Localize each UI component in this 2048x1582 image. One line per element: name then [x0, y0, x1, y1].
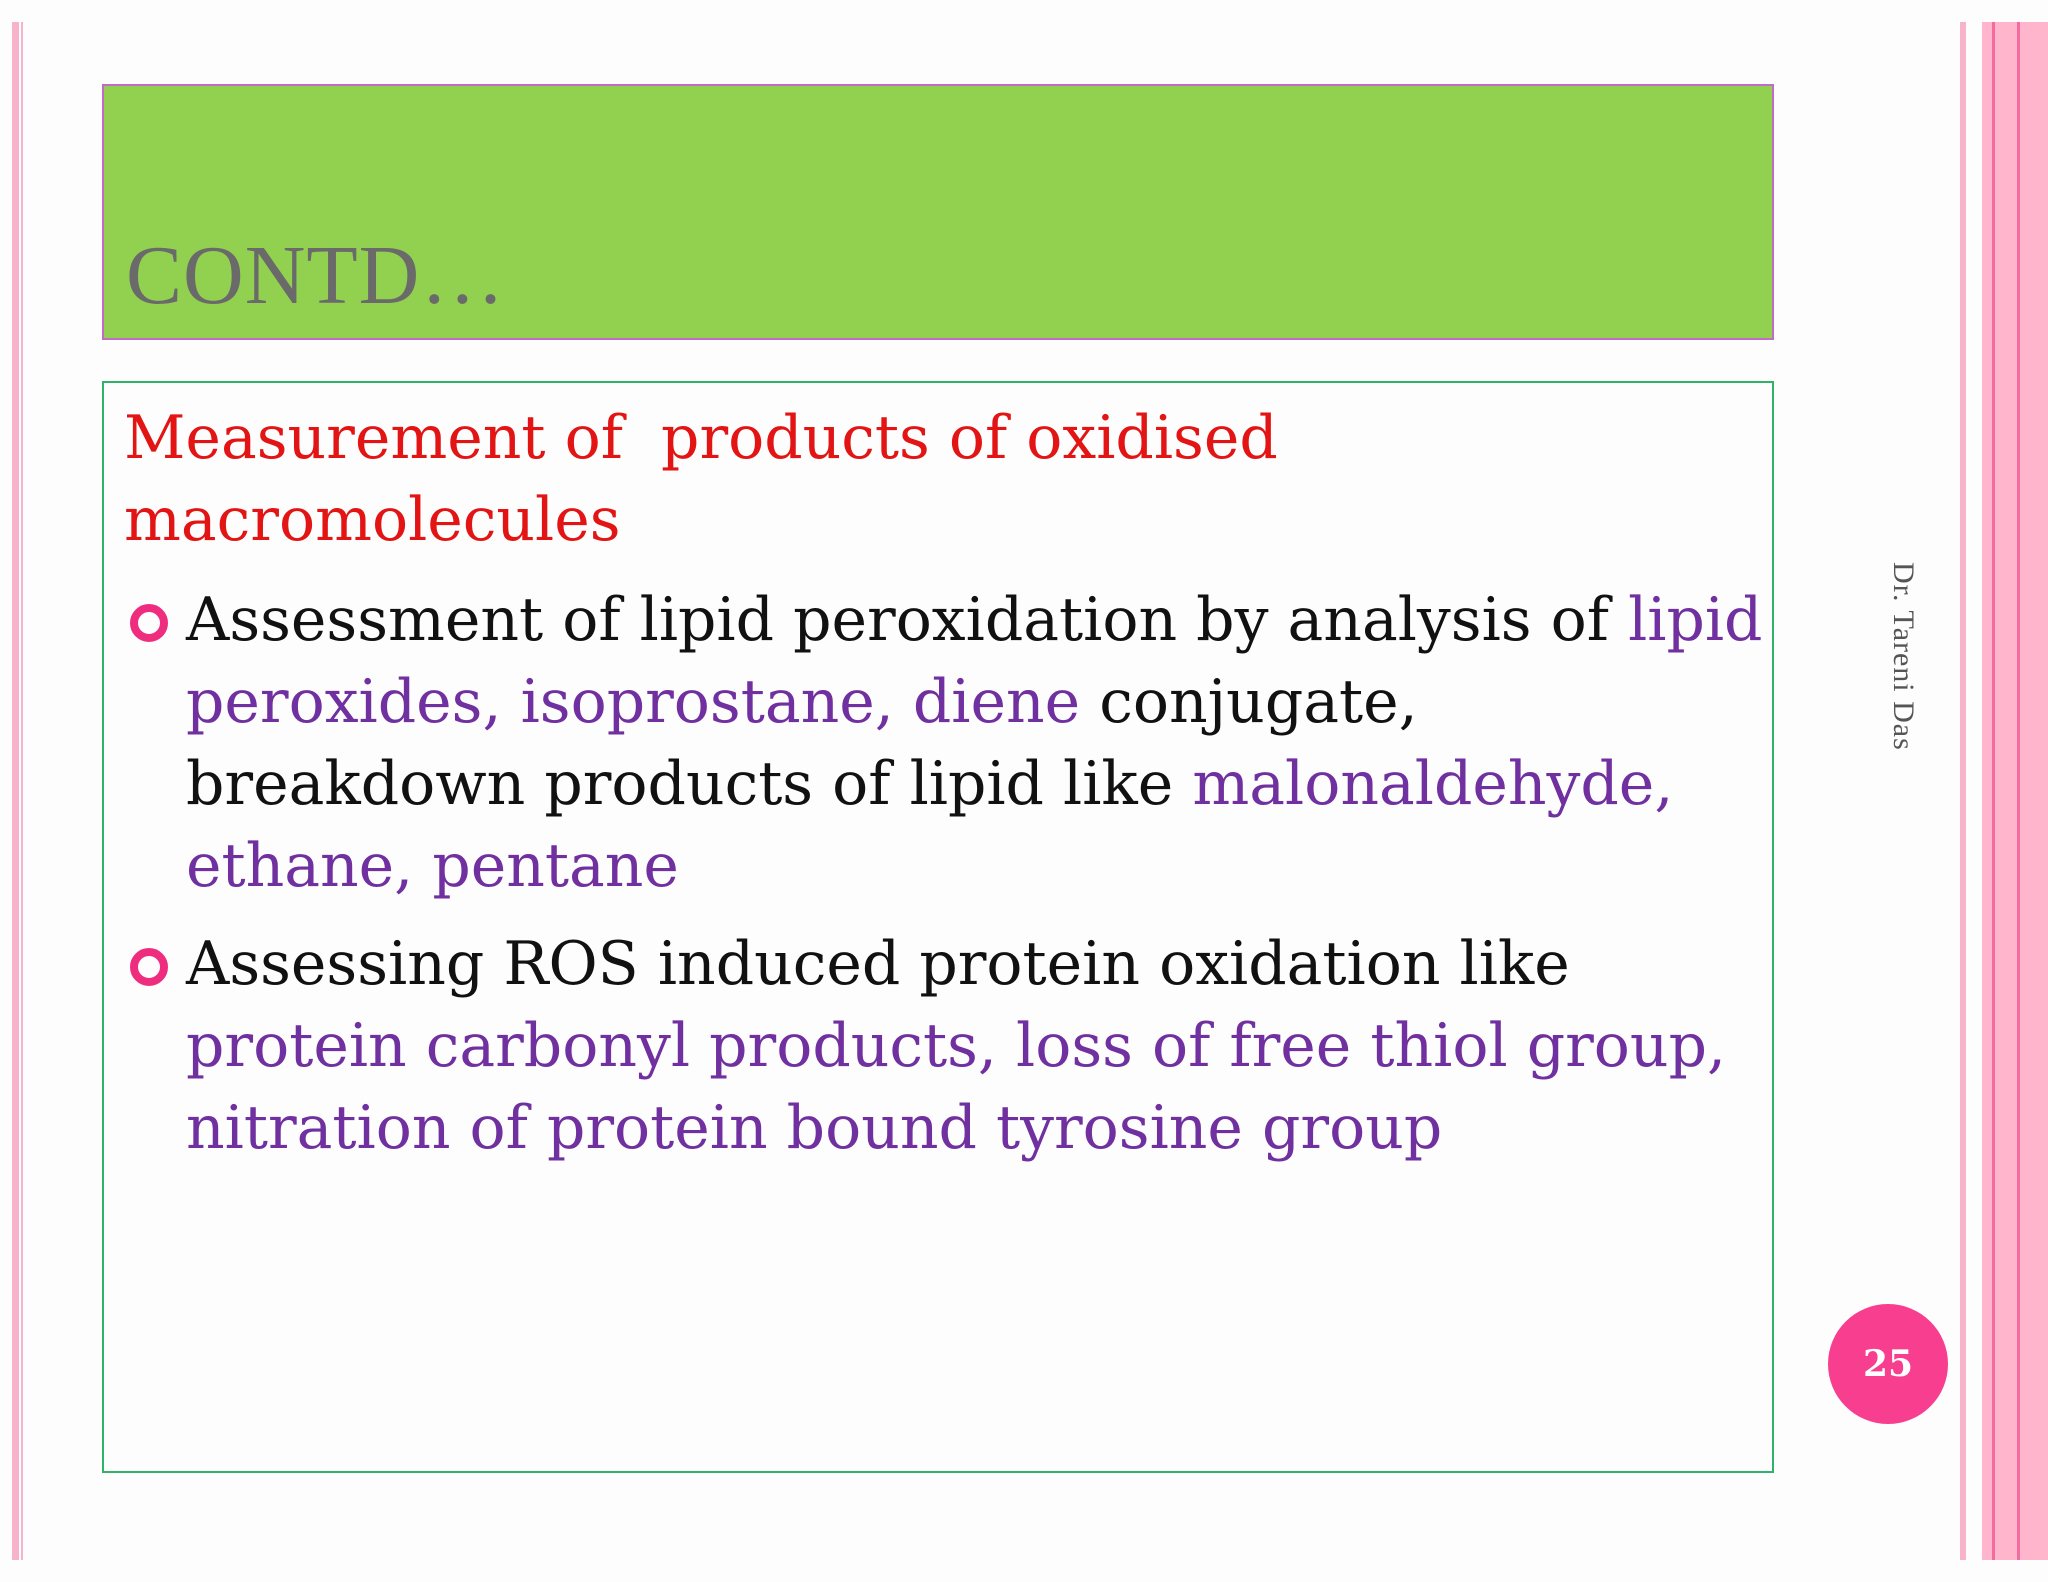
left-border-stripe: [12, 22, 19, 1560]
heading-line-1: Measurement of products of oxidised: [124, 403, 1278, 473]
right-border-stripe: [1960, 22, 1966, 1560]
bullet-highlight: protein carbonyl products, loss of free thiol group, nitration of protein bound tyrosine group: [186, 1011, 1727, 1163]
author-footer: Dr. Tareni Das: [1887, 562, 1920, 751]
bullet-text: [186, 923, 1766, 1169]
right-border-line: [2017, 22, 2020, 1560]
content-box: [102, 381, 1774, 1473]
title-banner: [102, 84, 1774, 340]
bullet-highlight: lipid peroxides, isoprostane, diene: [186, 585, 1763, 737]
bullet-text-part: Assessment of lipid peroxidation by analysis of: [186, 585, 1629, 655]
bullet-text: [186, 579, 1766, 907]
bullet-ring-icon: [130, 948, 168, 986]
page-number: 25: [1862, 1343, 1914, 1385]
heading-line-2: macromolecules: [124, 485, 621, 555]
bullet-ring-icon: [130, 604, 168, 642]
right-border-line: [1992, 22, 1995, 1560]
bullet-text-part: conjugate, breakdown products of lipid like: [186, 667, 1418, 819]
left-border-line: [21, 22, 23, 1560]
page-number-badge: [1828, 1304, 1948, 1424]
bullet-text-part: Assessing ROS induced protein oxidation like: [186, 929, 1570, 999]
bullet-highlight: malonaldehyde, ethane, pentane: [186, 749, 1674, 901]
slide-title: CONTD…: [126, 229, 506, 322]
section-heading: [124, 397, 1624, 561]
